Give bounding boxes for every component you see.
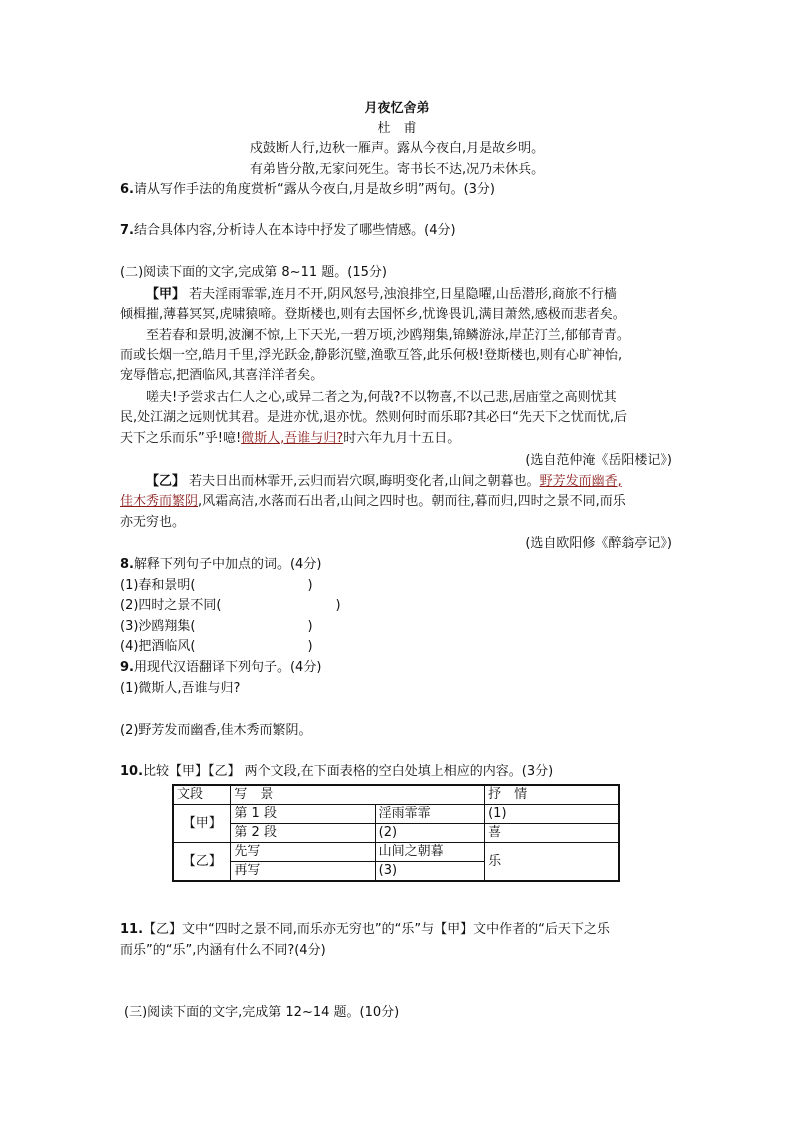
underlined-sentence: 佳木秀而繁阴 bbox=[120, 494, 199, 509]
item-text: (4)把酒临风( bbox=[120, 639, 196, 654]
table-cell: 先写 bbox=[231, 843, 375, 862]
poem-line-1: 戍鼓断人行,边秋一雁声。露从今夜白,月是故乡明。 bbox=[249, 141, 545, 156]
question-6 bbox=[120, 181, 495, 199]
jia-para-3-line-1: 嗟夫!予尝求古仁人之心,或异二者之为,何哉?不以物喜,不以己悲,居庙堂之高则忧其 bbox=[146, 390, 617, 405]
comparison-table bbox=[172, 784, 620, 882]
question-10 bbox=[120, 763, 553, 781]
table-row bbox=[173, 805, 619, 824]
passage-tag-yi: 【乙】 bbox=[146, 474, 186, 489]
jia-para-2-line-2: 而或长烟一空,皓月千里,浮光跃金,静影沉璧,渔歌互答,此乐何极!登斯楼也,则有心旷神怡, bbox=[120, 348, 623, 363]
item-close: ) bbox=[307, 619, 313, 634]
q8-item-2 bbox=[120, 597, 341, 615]
item-text: (3)沙鸥翔集( bbox=[120, 619, 196, 634]
jia-para-1-line-1 bbox=[146, 286, 617, 304]
jia-para-2-line-3: 宠辱偕忘,把酒临风,其喜洋洋者矣。 bbox=[120, 368, 324, 383]
question-number: 10. bbox=[120, 764, 144, 779]
q9-item-2: (2)野芳发而幽香,佳木秀而繁阴。 bbox=[120, 723, 312, 738]
table-cell-blank[interactable]: (1) bbox=[485, 805, 619, 824]
q8-item-4 bbox=[120, 638, 313, 656]
table-cell: 乐 bbox=[485, 843, 619, 882]
poem-author: 杜 甫 bbox=[377, 121, 417, 136]
question-text: 【乙】文中“四时之景不同,而乐亦无穷也”的“乐”与【甲】文中作者的“后天下之乐 bbox=[143, 922, 610, 937]
section-3-header: (三)阅读下面的文字,完成第 12~14 题。(10分) bbox=[124, 1005, 400, 1020]
question-7 bbox=[120, 222, 456, 240]
jia-para-2-line-1: 至若春和景明,波澜不惊,上下天光,一碧万顷,沙鸥翔集,锦鳞游泳,岸芷汀兰,郁郁青青。 bbox=[146, 328, 630, 343]
question-11-line-2: 而乐”的“乐”,内涵有什么不同?(4分) bbox=[120, 943, 326, 958]
table-row bbox=[173, 824, 619, 843]
section-2-header: (二)阅读下面的文字,完成第 8~11 题。(15分) bbox=[120, 265, 387, 280]
yi-line-1 bbox=[146, 473, 622, 491]
jia-para-3-line-3 bbox=[120, 430, 460, 448]
underlined-sentence: 微斯人,吾谁与归? bbox=[241, 431, 344, 446]
jia-para-1-line-2: 倾楫摧,薄暮冥冥,虎啸猿啼。登斯楼也,则有去国怀乡,忧谗畏讥,满目萧然,感极而悲者矣。 bbox=[120, 307, 626, 322]
passage-text: 若夫日出而林霏开,云归而岩穴暝,晦明变化者,山间之朝暮也。 bbox=[189, 474, 540, 489]
table-cell-yi: 【乙】 bbox=[173, 843, 231, 882]
table-cell: 淫雨霏霏 bbox=[375, 805, 484, 824]
question-text: 比较【甲】【乙】 两个文段,在下面表格的空白处填上相应的内容。(3分) bbox=[143, 764, 554, 779]
item-close: ) bbox=[307, 639, 313, 654]
table-cell: 第 2 段 bbox=[231, 824, 375, 843]
poem-line-2: 有弟皆分散,无家问死生。寄书长不达,况乃未休兵。 bbox=[249, 162, 545, 177]
passage-text: ,风霜高洁,水落而石出者,山间之四时也。朝而往,暮而归,四时之景不同,而乐 bbox=[198, 494, 626, 509]
table-cell-blank[interactable]: (2) bbox=[375, 824, 484, 843]
table-cell-jia: 【甲】 bbox=[173, 805, 231, 843]
underlined-sentence: 野芳发而幽香, bbox=[539, 474, 622, 489]
table-row bbox=[173, 785, 619, 805]
question-number: 7. bbox=[120, 223, 134, 238]
table-header-cell: 写 景 bbox=[231, 785, 485, 805]
q8-item-3 bbox=[120, 618, 313, 636]
question-9 bbox=[120, 659, 321, 677]
table-cell: 再写 bbox=[231, 862, 375, 882]
yi-source: (选自欧阳修《醉翁亭记》) bbox=[525, 536, 672, 551]
item-text: (2)四时之景不同( bbox=[120, 598, 222, 613]
table-cell: 喜 bbox=[485, 824, 619, 843]
passage-text: 若夫淫雨霏霏,连月不开,阴风怒号,浊浪排空,日星隐曜,山岳潜形,商旅不行樯 bbox=[189, 287, 617, 302]
poem-title: 月夜忆舍弟 bbox=[364, 101, 430, 116]
question-8 bbox=[120, 556, 321, 574]
question-text: 请从写作手法的角度赏析“露从今夜白,月是故乡明”两句。(3分) bbox=[133, 182, 496, 197]
passage-tag-jia: 【甲】 bbox=[146, 287, 186, 302]
passage-text: 天下之乐而乐”乎!噫! bbox=[120, 431, 242, 446]
question-text: 用现代汉语翻译下列句子。(4分) bbox=[133, 660, 322, 675]
passage-text: 时六年九月十五日。 bbox=[343, 431, 461, 446]
item-text: (1)春和景明( bbox=[120, 578, 196, 593]
jia-source: (选自范仲淹《岳阳楼记》) bbox=[525, 453, 672, 468]
question-number: 9. bbox=[120, 660, 134, 675]
item-close: ) bbox=[307, 578, 313, 593]
table-header-cell: 抒 情 bbox=[485, 785, 619, 805]
table-cell-blank[interactable]: (3) bbox=[375, 862, 484, 882]
question-number: 11. bbox=[120, 922, 144, 937]
question-11-line-1 bbox=[120, 921, 610, 939]
table-header-cell: 文段 bbox=[173, 785, 231, 805]
question-text: 结合具体内容,分析诗人在本诗中抒发了哪些情感。(4分) bbox=[133, 223, 456, 238]
item-close: ) bbox=[335, 598, 341, 613]
yi-line-3: 亦无穷也。 bbox=[120, 515, 186, 530]
q8-item-1 bbox=[120, 577, 313, 595]
table-cell: 第 1 段 bbox=[231, 805, 375, 824]
question-number: 6. bbox=[120, 182, 134, 197]
jia-para-3-line-2: 民,处江湖之远则忧其君。是进亦忧,退亦忧。然则何时而乐耶?其必曰“先天下之忧而忧,后 bbox=[120, 410, 628, 425]
yi-line-2 bbox=[120, 493, 626, 511]
question-number: 8. bbox=[120, 557, 134, 572]
table-row bbox=[173, 843, 619, 862]
q9-item-1: (1)微斯人,吾谁与归? bbox=[120, 681, 241, 696]
table-cell: 山间之朝暮 bbox=[375, 843, 484, 862]
question-text: 解释下列句子中加点的词。(4分) bbox=[133, 557, 322, 572]
